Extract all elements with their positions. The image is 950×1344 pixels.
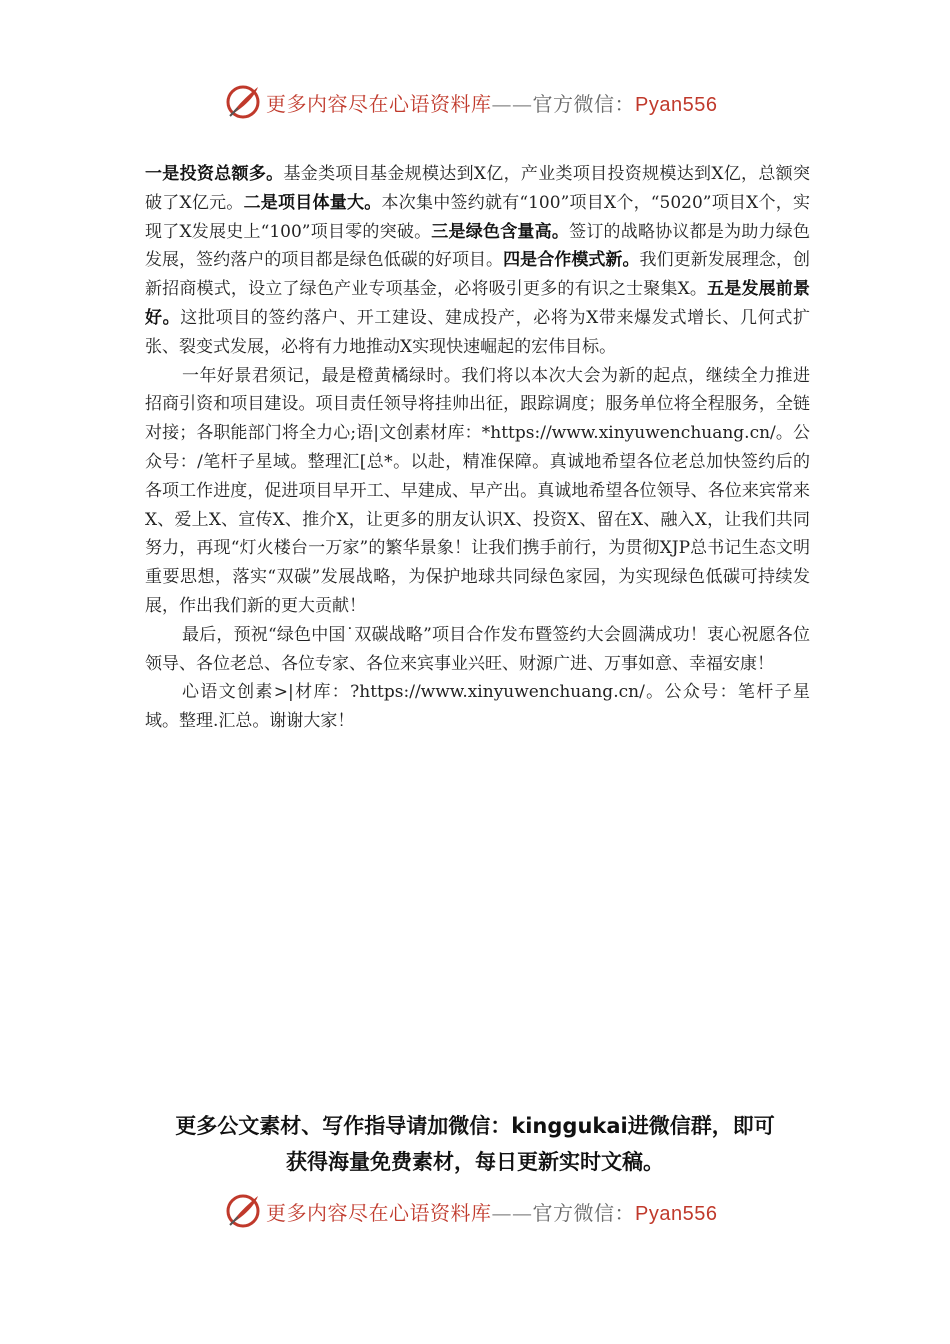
point-3-heading: 三是绿色含量高。 bbox=[431, 221, 570, 242]
point-5-heading: 五是发展前景好。 bbox=[145, 279, 811, 328]
quill-pen-logo-icon bbox=[224, 1192, 262, 1230]
point-2-text: 本次集中签约就有“100”项目X个，“5020”项目X个，实现了X发展史上“100”项目零的突破。 bbox=[145, 192, 811, 242]
quill-pen-logo-icon bbox=[224, 83, 262, 121]
promo-notice bbox=[100, 1108, 850, 1180]
point-4-heading: 四是合作模式新。 bbox=[503, 250, 640, 271]
point-1-text: 基金类项目基金规模达到X亿，产业类项目投资规模达到X亿，总额突破了X亿元。 bbox=[145, 164, 810, 213]
banner-wechat-label: 官方微信： bbox=[532, 91, 635, 116]
banner-wechat-id: Pyan556 bbox=[635, 93, 718, 116]
banner-wechat-label: 官方微信： bbox=[532, 1200, 635, 1225]
point-2-heading: 二是项目体量大。 bbox=[243, 192, 382, 213]
promo-line-1: 更多公文素材、写作指导请加微信：kinggukai进微信群，即可 bbox=[175, 1114, 775, 1138]
paragraph-highlights bbox=[145, 160, 810, 362]
point-1-heading: 一是投资总额多。 bbox=[145, 164, 284, 184]
banner-title: 更多内容尽在心语资料库 bbox=[266, 1200, 492, 1225]
banner-separator: —— bbox=[491, 1200, 533, 1225]
banner-wechat-id: Pyan556 bbox=[635, 1202, 718, 1225]
point-4-text: 我们更新发展理念，创新招商模式，设立了绿色产业专项基金，必将吸引更多的有识之士聚集X。 bbox=[145, 250, 811, 300]
paragraph-closing: 心语文创素>|材库：?https://www.xinyuwenchuang.cn/。公众号：笔杆子星域。整理.汇总。谢谢大家！ bbox=[145, 682, 810, 732]
point-3-text: 签订的战略协议都是为助力绿色发展，签约落户的项目都是绿色低碳的好项目。 bbox=[145, 221, 811, 271]
banner-title: 更多内容尽在心语资料库 bbox=[266, 91, 492, 116]
document-body bbox=[145, 160, 810, 736]
point-5-text: 这批项目的签约落户、开工建设、建成投产，必将为X带来爆发式增长、几何式扩张、裂变式发展，必将有力地推动X实现快速崛起的宏伟目标。 bbox=[145, 307, 810, 357]
footer-banner-text bbox=[266, 1197, 717, 1226]
banner-separator: —— bbox=[491, 91, 533, 116]
paragraph-commitment: 一年好景君须记，最是橙黄橘绿时。我们将以本次大会为新的起点，继续全力推进招商引资和项目建设。项目责任领导将挂帅出征，跟踪调度；服务单位将全程服务，全链对接；各职能部门将全力心;语|文创素材库：*https://www.xinyuwenchuang.cn/。公众号：/笔杆子星域。整理汇[总*。以赴，精准保障。真诚地希望各位老总加快签约后的各项工作进度，促进项目早开工、早建成、早产出。真诚地希望各位领导、各位来宾常来X、爱上X、宣传X、推介X，让更多的朋友认识X、投资X、留在X、融入X，让我们共同努力，再现“灯火楼台一万家”的繁华景象！让我们携手前行，为贯彻XJP总书记生态文明重要思想，落实“双碳”发展战略，为保护地球共同绿色家园，为实现绿色低碳可持续发展，作出我们新的更大贡献！ bbox=[145, 365, 810, 616]
paragraph-wishes: 最后，预祝“绿色中国˙双碳战略”项目合作发布暨签约大会圆满成功！衷心祝愿各位领导、各位老总、各位专家、各位来宾事业兴旺、财源广进、万事如意、幸福安康！ bbox=[145, 624, 810, 674]
promo-line-2: 获得海量免费素材，每日更新实时文稿。 bbox=[286, 1150, 664, 1174]
footer-banner bbox=[224, 1191, 744, 1231]
header-banner bbox=[224, 82, 744, 122]
header-banner-text bbox=[266, 88, 717, 117]
